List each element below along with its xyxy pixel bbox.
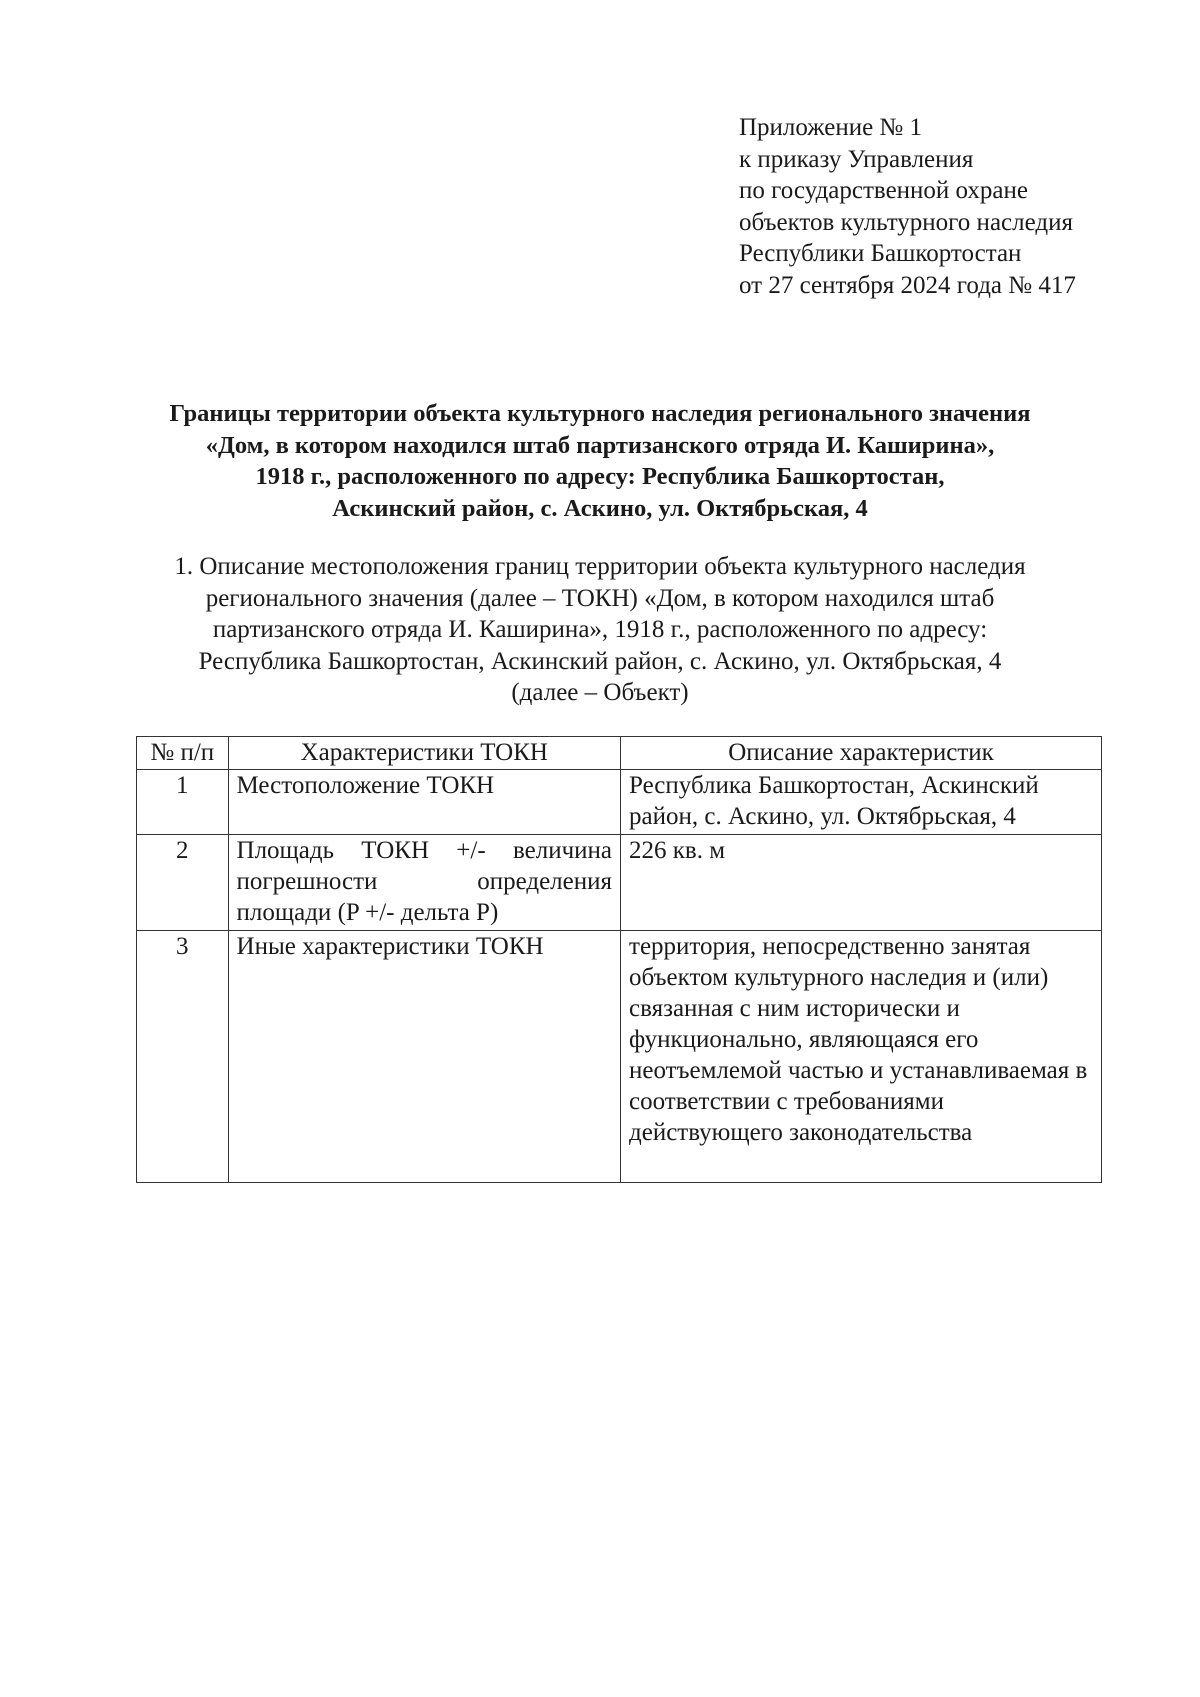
row-characteristic: Местоположение ТОКН — [228, 770, 621, 835]
appendix-line: по государственной охране — [739, 177, 1029, 204]
table-row — [137, 931, 1102, 1183]
appendix-line: Республики Башкортостан — [739, 240, 1022, 267]
table-row — [137, 770, 1102, 835]
characteristics-table — [136, 736, 1102, 1183]
section-line: (далее – Объект) — [511, 679, 689, 706]
table-row — [137, 835, 1102, 931]
section-line: Республика Башкортостан, Аскинский район, с. Аскино, ул. Октябрьская, 4 — [198, 647, 1002, 675]
row-characteristic: Иные характеристики ТОКН — [228, 931, 621, 1183]
title-line: Границы территории объекта культурного наследия регионального значения — [169, 400, 1031, 427]
appendix-line: к приказу Управления — [739, 145, 974, 173]
appendix-line: объектов культурного наследия — [739, 208, 1073, 236]
title-line: «Дом, в котором находился штаб партизанского отряда И. Каширина», — [205, 431, 995, 459]
row-description: территория, непосредственно занятая объектом культурного наследия и (или) связанная с ним исторически и функционально, являющаяся его неотъемлемой частью и устанавливаемая в соответствии с требованиями действующего законодательства — [621, 931, 1102, 1183]
header-description: Описание характеристик — [621, 737, 1102, 770]
document-title — [60, 398, 1140, 524]
row-description: Республика Башкортостан, Аскинский район, с. Аскино, ул. Октябрьская, 4 — [621, 770, 1102, 835]
header-characteristic: Характеристики ТОКН — [228, 737, 621, 770]
section-line: 1. Описание местоположения границ территории объекта культурного наследия — [174, 553, 1026, 580]
row-number: 1 — [137, 770, 229, 835]
title-line: Аскинский район, с. Аскино, ул. Октябрьская, 4 — [332, 494, 868, 522]
header-number: № п/п — [137, 737, 229, 770]
appendix-line: от 27 сентября 2024 года № 417 — [739, 271, 1076, 299]
row-number: 3 — [137, 931, 229, 1183]
title-line: 1918 г., расположенного по адресу: Республика Башкортостан, — [255, 463, 945, 490]
section-line: регионального значения (далее – ТОКН) «Дом, в котором находился штаб — [205, 584, 995, 612]
row-description: 226 кв. м — [621, 835, 1102, 931]
row-number: 2 — [137, 835, 229, 931]
section-heading — [60, 551, 1140, 709]
section-line: партизанского отряда И. Каширина», 1918 г., расположенного по адресу: — [212, 616, 988, 643]
table-header-row — [137, 737, 1102, 770]
appendix-line: Приложение № 1 — [739, 114, 923, 141]
row-characteristic: Площадь ТОКН +/- величина погрешности определения площади (P +/- дельта P) — [228, 835, 621, 931]
appendix-reference — [739, 112, 1076, 301]
